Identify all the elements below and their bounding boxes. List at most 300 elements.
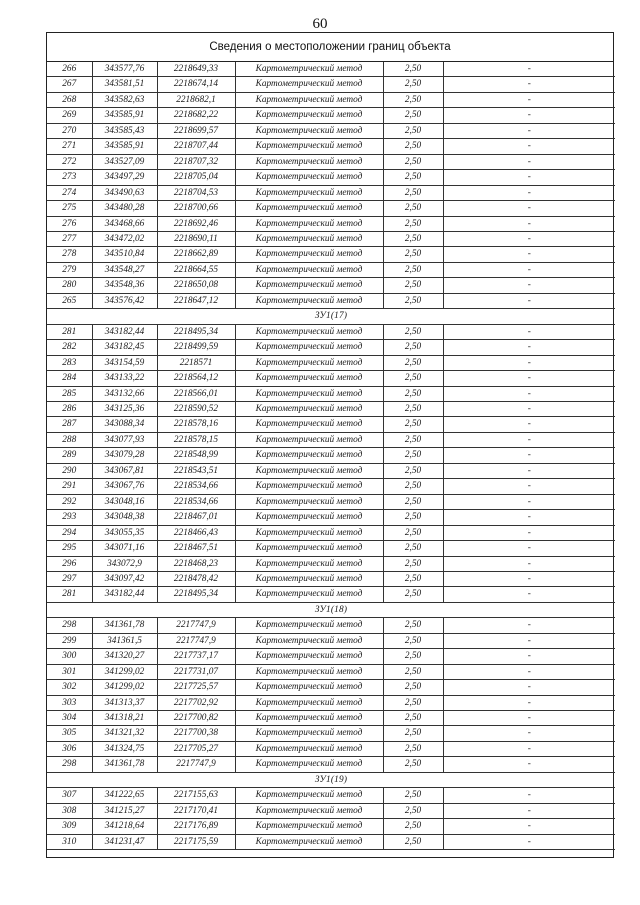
point-number-cell: 273 bbox=[47, 170, 92, 185]
description-cell: - bbox=[443, 618, 615, 633]
point-number-cell: 274 bbox=[47, 185, 92, 200]
coordinate-y-cell: 2217747,9 bbox=[157, 757, 235, 772]
description-cell: - bbox=[443, 803, 615, 818]
accuracy-cell: 2,50 bbox=[383, 664, 443, 679]
coordinate-x-cell: 343048,16 bbox=[92, 494, 157, 509]
point-number-cell: 267 bbox=[47, 77, 92, 92]
table-row bbox=[47, 231, 615, 246]
point-number-cell: 299 bbox=[47, 633, 92, 648]
description-cell: - bbox=[443, 479, 615, 494]
method-cell: Картометрический метод bbox=[235, 571, 383, 586]
description-cell: - bbox=[443, 541, 615, 556]
method-cell: Картометрический метод bbox=[235, 154, 383, 169]
table-row bbox=[47, 803, 615, 818]
point-number-cell: 294 bbox=[47, 525, 92, 540]
method-cell: Картометрический метод bbox=[235, 510, 383, 525]
table-row bbox=[47, 556, 615, 571]
description-cell: - bbox=[443, 695, 615, 710]
description-cell: - bbox=[443, 185, 615, 200]
method-cell: Картометрический метод bbox=[235, 448, 383, 463]
method-cell: Картометрический метод bbox=[235, 293, 383, 308]
section-label: ЗУ1(17) bbox=[47, 309, 615, 324]
accuracy-cell: 2,50 bbox=[383, 803, 443, 818]
accuracy-cell: 2,50 bbox=[383, 571, 443, 586]
description-cell: - bbox=[443, 216, 615, 231]
point-number-cell: 282 bbox=[47, 340, 92, 355]
method-cell: Картометрический метод bbox=[235, 77, 383, 92]
sheet-title: Сведения о местоположении границ объекта bbox=[47, 33, 613, 62]
method-cell: Картометрический метод bbox=[235, 123, 383, 138]
description-cell: - bbox=[443, 757, 615, 772]
accuracy-cell: 2,50 bbox=[383, 834, 443, 849]
coordinate-x-cell: 343497,29 bbox=[92, 170, 157, 185]
coordinate-x-cell: 341361,78 bbox=[92, 757, 157, 772]
table-row bbox=[47, 355, 615, 370]
coordinate-y-cell: 2218566,01 bbox=[157, 386, 235, 401]
description-cell: - bbox=[443, 170, 615, 185]
coordinate-y-cell: 2218495,34 bbox=[157, 324, 235, 339]
point-number-cell: 298 bbox=[47, 618, 92, 633]
coordinate-y-cell: 2218682,1 bbox=[157, 92, 235, 107]
table-row bbox=[47, 139, 615, 154]
table-row bbox=[47, 386, 615, 401]
coordinate-x-cell: 343472,02 bbox=[92, 231, 157, 246]
table-row bbox=[47, 680, 615, 695]
accuracy-cell: 2,50 bbox=[383, 324, 443, 339]
coordinates-table bbox=[47, 62, 615, 850]
table-row bbox=[47, 510, 615, 525]
coordinate-y-cell: 2217170,41 bbox=[157, 803, 235, 818]
coordinate-y-cell: 2218647,12 bbox=[157, 293, 235, 308]
coordinates-table-body bbox=[47, 62, 615, 850]
description-cell: - bbox=[443, 633, 615, 648]
accuracy-cell: 2,50 bbox=[383, 262, 443, 277]
accuracy-cell: 2,50 bbox=[383, 371, 443, 386]
description-cell: - bbox=[443, 494, 615, 509]
description-cell: - bbox=[443, 92, 615, 107]
coordinate-x-cell: 341218,64 bbox=[92, 819, 157, 834]
accuracy-cell: 2,50 bbox=[383, 123, 443, 138]
accuracy-cell: 2,50 bbox=[383, 633, 443, 648]
method-cell: Картометрический метод bbox=[235, 139, 383, 154]
accuracy-cell: 2,50 bbox=[383, 479, 443, 494]
coordinate-y-cell: 2218699,57 bbox=[157, 123, 235, 138]
table-row bbox=[47, 401, 615, 416]
accuracy-cell: 2,50 bbox=[383, 278, 443, 293]
description-cell: - bbox=[443, 247, 615, 262]
table-row bbox=[47, 216, 615, 231]
description-cell: - bbox=[443, 556, 615, 571]
table-row bbox=[47, 711, 615, 726]
coordinate-y-cell: 2217705,27 bbox=[157, 741, 235, 756]
description-cell: - bbox=[443, 401, 615, 416]
method-cell: Картометрический метод bbox=[235, 834, 383, 849]
coordinate-y-cell: 2217747,9 bbox=[157, 618, 235, 633]
accuracy-cell: 2,50 bbox=[383, 463, 443, 478]
table-row bbox=[47, 788, 615, 803]
coordinate-y-cell: 2218466,43 bbox=[157, 525, 235, 540]
section-row bbox=[47, 772, 615, 787]
method-cell: Картометрический метод bbox=[235, 541, 383, 556]
accuracy-cell: 2,50 bbox=[383, 788, 443, 803]
coordinate-x-cell: 343097,42 bbox=[92, 571, 157, 586]
coordinate-x-cell: 343125,36 bbox=[92, 401, 157, 416]
coordinate-y-cell: 2217725,57 bbox=[157, 680, 235, 695]
accuracy-cell: 2,50 bbox=[383, 77, 443, 92]
point-number-cell: 301 bbox=[47, 664, 92, 679]
description-cell: - bbox=[443, 386, 615, 401]
coordinate-y-cell: 2218707,32 bbox=[157, 154, 235, 169]
table-row bbox=[47, 247, 615, 262]
description-cell: - bbox=[443, 139, 615, 154]
coordinate-y-cell: 2218495,34 bbox=[157, 587, 235, 602]
coordinate-x-cell: 341299,02 bbox=[92, 664, 157, 679]
method-cell: Картометрический метод bbox=[235, 741, 383, 756]
table-row bbox=[47, 201, 615, 216]
description-cell: - bbox=[443, 62, 615, 77]
accuracy-cell: 2,50 bbox=[383, 355, 443, 370]
table-row bbox=[47, 757, 615, 772]
method-cell: Картометрический метод bbox=[235, 432, 383, 447]
table-row bbox=[47, 541, 615, 556]
point-number-cell: 281 bbox=[47, 587, 92, 602]
coordinate-x-cell: 343582,63 bbox=[92, 92, 157, 107]
point-number-cell: 305 bbox=[47, 726, 92, 741]
coordinate-x-cell: 341222,65 bbox=[92, 788, 157, 803]
description-cell: - bbox=[443, 571, 615, 586]
coordinate-y-cell: 2217700,38 bbox=[157, 726, 235, 741]
coordinate-x-cell: 343527,09 bbox=[92, 154, 157, 169]
coordinate-y-cell: 2218548,99 bbox=[157, 448, 235, 463]
coordinate-x-cell: 341231,47 bbox=[92, 834, 157, 849]
accuracy-cell: 2,50 bbox=[383, 510, 443, 525]
description-cell: - bbox=[443, 340, 615, 355]
accuracy-cell: 2,50 bbox=[383, 726, 443, 741]
accuracy-cell: 2,50 bbox=[383, 680, 443, 695]
coordinate-x-cell: 341321,32 bbox=[92, 726, 157, 741]
accuracy-cell: 2,50 bbox=[383, 618, 443, 633]
method-cell: Картометрический метод bbox=[235, 324, 383, 339]
table-row bbox=[47, 741, 615, 756]
coordinate-x-cell: 341324,75 bbox=[92, 741, 157, 756]
description-cell: - bbox=[443, 664, 615, 679]
table-row bbox=[47, 324, 615, 339]
method-cell: Картометрический метод bbox=[235, 587, 383, 602]
method-cell: Картометрический метод bbox=[235, 649, 383, 664]
table-row bbox=[47, 834, 615, 849]
section-row bbox=[47, 602, 615, 617]
point-number-cell: 300 bbox=[47, 649, 92, 664]
coordinate-y-cell: 2218534,66 bbox=[157, 494, 235, 509]
point-number-cell: 292 bbox=[47, 494, 92, 509]
coordinate-y-cell: 2218682,22 bbox=[157, 108, 235, 123]
accuracy-cell: 2,50 bbox=[383, 587, 443, 602]
coordinate-y-cell: 2218499,59 bbox=[157, 340, 235, 355]
section-label: ЗУ1(19) bbox=[47, 772, 615, 787]
coordinate-x-cell: 343048,38 bbox=[92, 510, 157, 525]
method-cell: Картометрический метод bbox=[235, 278, 383, 293]
description-cell: - bbox=[443, 834, 615, 849]
point-number-cell: 285 bbox=[47, 386, 92, 401]
coordinate-y-cell: 2217747,9 bbox=[157, 633, 235, 648]
method-cell: Картометрический метод bbox=[235, 231, 383, 246]
description-cell: - bbox=[443, 108, 615, 123]
table-row bbox=[47, 463, 615, 478]
description-cell: - bbox=[443, 711, 615, 726]
description-cell: - bbox=[443, 324, 615, 339]
point-number-cell: 268 bbox=[47, 92, 92, 107]
section-label: ЗУ1(18) bbox=[47, 602, 615, 617]
coordinate-y-cell: 2217175,59 bbox=[157, 834, 235, 849]
coordinate-x-cell: 343468,66 bbox=[92, 216, 157, 231]
point-number-cell: 284 bbox=[47, 371, 92, 386]
accuracy-cell: 2,50 bbox=[383, 556, 443, 571]
coordinate-y-cell: 2217731,07 bbox=[157, 664, 235, 679]
description-cell: - bbox=[443, 726, 615, 741]
method-cell: Картометрический метод bbox=[235, 262, 383, 277]
coordinate-x-cell: 343067,76 bbox=[92, 479, 157, 494]
accuracy-cell: 2,50 bbox=[383, 293, 443, 308]
coordinate-x-cell: 343577,76 bbox=[92, 62, 157, 77]
table-row bbox=[47, 494, 615, 509]
table-row bbox=[47, 633, 615, 648]
accuracy-cell: 2,50 bbox=[383, 185, 443, 200]
description-cell: - bbox=[443, 432, 615, 447]
table-row bbox=[47, 278, 615, 293]
table-row bbox=[47, 123, 615, 138]
accuracy-cell: 2,50 bbox=[383, 62, 443, 77]
point-number-cell: 308 bbox=[47, 803, 92, 818]
coordinate-y-cell: 2218571 bbox=[157, 355, 235, 370]
description-cell: - bbox=[443, 448, 615, 463]
method-cell: Картометрический метод bbox=[235, 108, 383, 123]
table-row bbox=[47, 62, 615, 77]
accuracy-cell: 2,50 bbox=[383, 154, 443, 169]
coordinate-y-cell: 2217700,82 bbox=[157, 711, 235, 726]
point-number-cell: 293 bbox=[47, 510, 92, 525]
table-row bbox=[47, 479, 615, 494]
accuracy-cell: 2,50 bbox=[383, 417, 443, 432]
coordinate-y-cell: 2218692,46 bbox=[157, 216, 235, 231]
point-number-cell: 281 bbox=[47, 324, 92, 339]
coordinate-x-cell: 343182,44 bbox=[92, 324, 157, 339]
coordinate-x-cell: 343490,63 bbox=[92, 185, 157, 200]
accuracy-cell: 2,50 bbox=[383, 525, 443, 540]
method-cell: Картометрический метод bbox=[235, 819, 383, 834]
coordinate-x-cell: 343132,66 bbox=[92, 386, 157, 401]
coordinate-x-cell: 341320,27 bbox=[92, 649, 157, 664]
table-row bbox=[47, 587, 615, 602]
table-row bbox=[47, 92, 615, 107]
method-cell: Картометрический метод bbox=[235, 92, 383, 107]
accuracy-cell: 2,50 bbox=[383, 231, 443, 246]
coordinate-y-cell: 2218700,66 bbox=[157, 201, 235, 216]
coordinate-x-cell: 343072,9 bbox=[92, 556, 157, 571]
table-row bbox=[47, 371, 615, 386]
coordinate-x-cell: 343548,27 bbox=[92, 262, 157, 277]
coordinate-x-cell: 343154,59 bbox=[92, 355, 157, 370]
coordinate-x-cell: 343585,91 bbox=[92, 108, 157, 123]
coordinate-x-cell: 341313,37 bbox=[92, 695, 157, 710]
coordinate-y-cell: 2218649,33 bbox=[157, 62, 235, 77]
method-cell: Картометрический метод bbox=[235, 711, 383, 726]
point-number-cell: 310 bbox=[47, 834, 92, 849]
table-row bbox=[47, 154, 615, 169]
method-cell: Картометрический метод bbox=[235, 170, 383, 185]
coordinate-x-cell: 343088,34 bbox=[92, 417, 157, 432]
point-number-cell: 266 bbox=[47, 62, 92, 77]
coordinate-x-cell: 341299,02 bbox=[92, 680, 157, 695]
coordinate-x-cell: 343182,45 bbox=[92, 340, 157, 355]
table-row bbox=[47, 819, 615, 834]
table-row bbox=[47, 571, 615, 586]
description-cell: - bbox=[443, 201, 615, 216]
point-number-cell: 298 bbox=[47, 757, 92, 772]
coordinate-x-cell: 341361,78 bbox=[92, 618, 157, 633]
description-cell: - bbox=[443, 154, 615, 169]
table-row bbox=[47, 340, 615, 355]
coordinate-x-cell: 343133,22 bbox=[92, 371, 157, 386]
coordinate-y-cell: 2218662,89 bbox=[157, 247, 235, 262]
point-number-cell: 303 bbox=[47, 695, 92, 710]
coordinate-y-cell: 2218578,16 bbox=[157, 417, 235, 432]
accuracy-cell: 2,50 bbox=[383, 494, 443, 509]
description-cell: - bbox=[443, 788, 615, 803]
table-row bbox=[47, 649, 615, 664]
table-row bbox=[47, 170, 615, 185]
point-number-cell: 309 bbox=[47, 819, 92, 834]
coordinate-x-cell: 341361,5 bbox=[92, 633, 157, 648]
description-cell: - bbox=[443, 463, 615, 478]
method-cell: Картометрический метод bbox=[235, 633, 383, 648]
accuracy-cell: 2,50 bbox=[383, 201, 443, 216]
description-cell: - bbox=[443, 417, 615, 432]
coordinate-y-cell: 2218705,04 bbox=[157, 170, 235, 185]
method-cell: Картометрический метод bbox=[235, 201, 383, 216]
table-row bbox=[47, 432, 615, 447]
method-cell: Картометрический метод bbox=[235, 185, 383, 200]
accuracy-cell: 2,50 bbox=[383, 541, 443, 556]
description-cell: - bbox=[443, 819, 615, 834]
description-cell: - bbox=[443, 278, 615, 293]
accuracy-cell: 2,50 bbox=[383, 247, 443, 262]
coordinate-x-cell: 343055,35 bbox=[92, 525, 157, 540]
point-number-cell: 269 bbox=[47, 108, 92, 123]
coordinate-y-cell: 2218590,52 bbox=[157, 401, 235, 416]
coordinate-x-cell: 343548,36 bbox=[92, 278, 157, 293]
accuracy-cell: 2,50 bbox=[383, 711, 443, 726]
point-number-cell: 289 bbox=[47, 448, 92, 463]
point-number-cell: 283 bbox=[47, 355, 92, 370]
table-row bbox=[47, 618, 615, 633]
description-cell: - bbox=[443, 231, 615, 246]
accuracy-cell: 2,50 bbox=[383, 108, 443, 123]
table-row bbox=[47, 525, 615, 540]
method-cell: Картометрический метод bbox=[235, 216, 383, 231]
coordinate-y-cell: 2218468,23 bbox=[157, 556, 235, 571]
table-row bbox=[47, 448, 615, 463]
method-cell: Картометрический метод bbox=[235, 757, 383, 772]
coordinate-y-cell: 2218478,42 bbox=[157, 571, 235, 586]
point-number-cell: 280 bbox=[47, 278, 92, 293]
coordinate-y-cell: 2218704,53 bbox=[157, 185, 235, 200]
boundary-sheet bbox=[46, 32, 614, 858]
method-cell: Картометрический метод bbox=[235, 788, 383, 803]
method-cell: Картометрический метод bbox=[235, 726, 383, 741]
coordinate-x-cell: 343480,28 bbox=[92, 201, 157, 216]
point-number-cell: 278 bbox=[47, 247, 92, 262]
accuracy-cell: 2,50 bbox=[383, 401, 443, 416]
method-cell: Картометрический метод bbox=[235, 401, 383, 416]
coordinate-y-cell: 2218578,15 bbox=[157, 432, 235, 447]
coordinate-x-cell: 343576,42 bbox=[92, 293, 157, 308]
accuracy-cell: 2,50 bbox=[383, 170, 443, 185]
accuracy-cell: 2,50 bbox=[383, 92, 443, 107]
accuracy-cell: 2,50 bbox=[383, 649, 443, 664]
table-row bbox=[47, 417, 615, 432]
point-number-cell: 276 bbox=[47, 216, 92, 231]
table-row bbox=[47, 695, 615, 710]
method-cell: Картометрический метод bbox=[235, 618, 383, 633]
accuracy-cell: 2,50 bbox=[383, 757, 443, 772]
accuracy-cell: 2,50 bbox=[383, 139, 443, 154]
description-cell: - bbox=[443, 649, 615, 664]
coordinate-y-cell: 2218467,51 bbox=[157, 541, 235, 556]
point-number-cell: 275 bbox=[47, 201, 92, 216]
method-cell: Картометрический метод bbox=[235, 463, 383, 478]
point-number-cell: 271 bbox=[47, 139, 92, 154]
coordinate-y-cell: 2218564,12 bbox=[157, 371, 235, 386]
coordinate-x-cell: 343581,51 bbox=[92, 77, 157, 92]
table-row bbox=[47, 293, 615, 308]
table-row bbox=[47, 108, 615, 123]
method-cell: Картометрический метод bbox=[235, 695, 383, 710]
table-row bbox=[47, 185, 615, 200]
point-number-cell: 290 bbox=[47, 463, 92, 478]
section-row bbox=[47, 309, 615, 324]
point-number-cell: 291 bbox=[47, 479, 92, 494]
accuracy-cell: 2,50 bbox=[383, 448, 443, 463]
coordinate-y-cell: 2217155,63 bbox=[157, 788, 235, 803]
accuracy-cell: 2,50 bbox=[383, 216, 443, 231]
coordinate-y-cell: 2218664,55 bbox=[157, 262, 235, 277]
accuracy-cell: 2,50 bbox=[383, 386, 443, 401]
coordinate-y-cell: 2218674,14 bbox=[157, 77, 235, 92]
point-number-cell: 287 bbox=[47, 417, 92, 432]
coordinate-y-cell: 2218690,11 bbox=[157, 231, 235, 246]
description-cell: - bbox=[443, 680, 615, 695]
method-cell: Картометрический метод bbox=[235, 247, 383, 262]
point-number-cell: 279 bbox=[47, 262, 92, 277]
description-cell: - bbox=[443, 510, 615, 525]
description-cell: - bbox=[443, 741, 615, 756]
description-cell: - bbox=[443, 355, 615, 370]
point-number-cell: 270 bbox=[47, 123, 92, 138]
description-cell: - bbox=[443, 293, 615, 308]
description-cell: - bbox=[443, 587, 615, 602]
coordinate-x-cell: 343585,91 bbox=[92, 139, 157, 154]
table-row bbox=[47, 77, 615, 92]
point-number-cell: 296 bbox=[47, 556, 92, 571]
point-number-cell: 307 bbox=[47, 788, 92, 803]
coordinate-x-cell: 343079,28 bbox=[92, 448, 157, 463]
coordinate-x-cell: 343067,81 bbox=[92, 463, 157, 478]
method-cell: Картометрический метод bbox=[235, 355, 383, 370]
coordinate-y-cell: 2218467,01 bbox=[157, 510, 235, 525]
point-number-cell: 297 bbox=[47, 571, 92, 586]
point-number-cell: 302 bbox=[47, 680, 92, 695]
method-cell: Картометрический метод bbox=[235, 479, 383, 494]
